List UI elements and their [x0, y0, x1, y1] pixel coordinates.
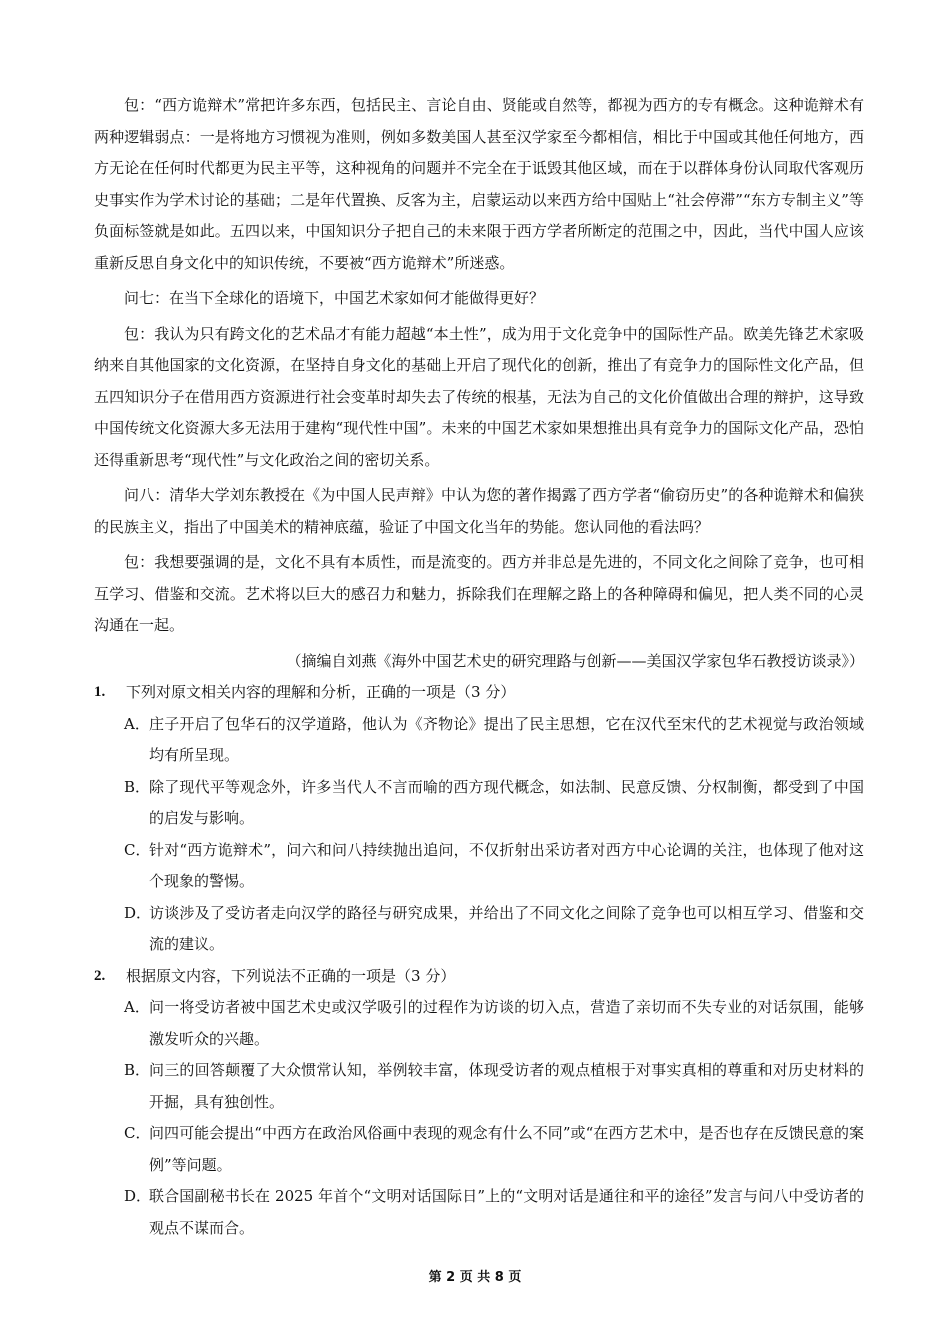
option-text: 问三的回答颠覆了大众惯常认知，举例较丰富，体现受访者的观点植根于对事实真相的尊重和对历史材料的开掘，具有独创性。: [149, 1061, 864, 1111]
page-footer: 第 2 页 共 8 页: [428, 1270, 522, 1285]
option-text: 问一将受访者被中国艺术史或汉学吸引的过程作为访谈的切入点，营造了亲切而不失专业的对话氛围，能够激发听众的兴趣。: [149, 998, 864, 1048]
interview-question: 问七：在当下全球化的语境下，中国艺术家如何才能做得更好？: [124, 289, 545, 307]
option-c: [94, 835, 864, 898]
option-a: [94, 709, 864, 772]
question-1-options: [94, 709, 864, 961]
option-letter: A．: [124, 998, 150, 1016]
page-content: [94, 90, 864, 1244]
question-number: 2.: [94, 967, 106, 984]
option-letter: C．: [124, 840, 151, 859]
option-c: [94, 1118, 864, 1181]
question-2: [94, 961, 864, 993]
option-text: 除了现代平等观念外，许多当代人不言而喻的西方现代概念，如法制、民意反馈、分权制衡，都受到了中国的启发与影响。: [149, 777, 864, 827]
option-letter: C．: [124, 1124, 151, 1142]
option-b: [94, 772, 864, 835]
interview-paragraph: 包：“西方诡辩术”常把许多东西，包括民主、言论自由、贤能或自然等，都视为西方的专有概念。这种诡辩术有两种逻辑弱点：一是将地方习惯视为准则，例如多数美国人甚至汉学家至今都相信，相比于中国或其他任何地方，西方无论在任何时代都更为民主平等，这种视角的问题并不完全在于诋毁其他区域，而在于以群体身份认同取代客观历史事实作为学术讨论的基础；二是年代置换、反客为主，启蒙运动以来西方给中国贴上“社会停滞”“东方专制主义”等负面标签就是如此。五四以来，中国知识分子把自己的未来限于西方学者所断定的范围之中，因此，当代中国人应该重新反思自身文化中的知识传统，不要被“西方诡辩术”所迷惑。: [94, 96, 864, 272]
option-d: [94, 1181, 864, 1244]
option-text: 访谈涉及了受访者走向汉学的路径与研究成果，并给出了不同文化之间除了竞争也可以相互学习、借鉴和交流的建议。: [149, 903, 864, 953]
question-stem: 根据原文内容，下列说法不正确的一项是（3 分）: [126, 966, 456, 985]
interview-question: 问八：清华大学刘东教授在《为中国人民声辩》中认为您的著作揭露了西方学者“偷窃历史”的各种诡辩术和偏狭的民族主义，指出了中国美术的精神底蕴，验证了中国文化当年的势能。您认同他的看法吗？: [94, 486, 864, 536]
interview-paragraph: 包：我认为只有跨文化的艺术品才有能力超越“本土性”，成为用于文化竞争中的国际性产品。欧美先锋艺术家吸纳来自其他国家的文化资源，在坚持自身文化的基础上开启了现代化的创新，推出了有竞争力的国际性文化产品，但五四知识分子在借用西方资源进行社会变革时却失去了传统的根基，无法为自己的文化价值做出合理的辩护，这导致中国传统文化资源大多无法用于建构“现代性中国”。未来的中国艺术家如果想推出具有竞争力的国际文化产品，恐怕还得重新思考“现代性”与文化政治之间的密切关系。: [94, 324, 864, 469]
question-2-options: [94, 992, 864, 1244]
option-a: [94, 992, 864, 1055]
option-letter: B．: [124, 1061, 151, 1079]
question-number: 1.: [94, 684, 106, 700]
option-letter: D．: [124, 1187, 152, 1205]
question-1: [94, 677, 864, 709]
question-stem: 下列对原文相关内容的理解和分析，正确的一项是（3 分）: [126, 683, 516, 701]
interview-paragraph: 包：我想要强调的是，文化不具有本质性，而是流变的。西方并非总是先进的，不同文化之间除了竞争，也可相互学习、借鉴和交流。艺术将以巨大的感召力和魅力，拆除我们在理解之路上的各种障碍和偏见，把人类不同的心灵沟通在一起。: [94, 553, 864, 634]
option-letter: B．: [124, 777, 151, 796]
option-letter: D．: [124, 903, 152, 922]
option-d: [94, 898, 864, 961]
option-text: 针对“西方诡辩术”，问六和问八持续抛出追问，不仅折射出采访者对西方中心论调的关注，也体现了他对这个现象的警惕。: [149, 840, 864, 890]
option-letter: A．: [124, 714, 150, 733]
option-text: 庄子开启了包华石的汉学道路，他认为《齐物论》提出了民主思想，它在汉代至宋代的艺术视觉与政治领域均有所呈现。: [149, 714, 864, 764]
source-citation: （摘编自刘燕《海外中国艺术史的研究理路与创新——美国汉学家包华石教授访谈录》）: [286, 651, 864, 670]
option-text: 联合国副秘书长在 2025 年首个“文明对话国际日”上的“文明对话是通往和平的途径”发言与问八中受访者的观点不谋而合。: [149, 1187, 864, 1237]
option-text: 问四可能会提出“中西方在政治风俗画中表现的观念有什么不同”或“在西方艺术中，是否也存在反馈民意的案例”等问题。: [149, 1124, 864, 1174]
option-b: [94, 1055, 864, 1118]
